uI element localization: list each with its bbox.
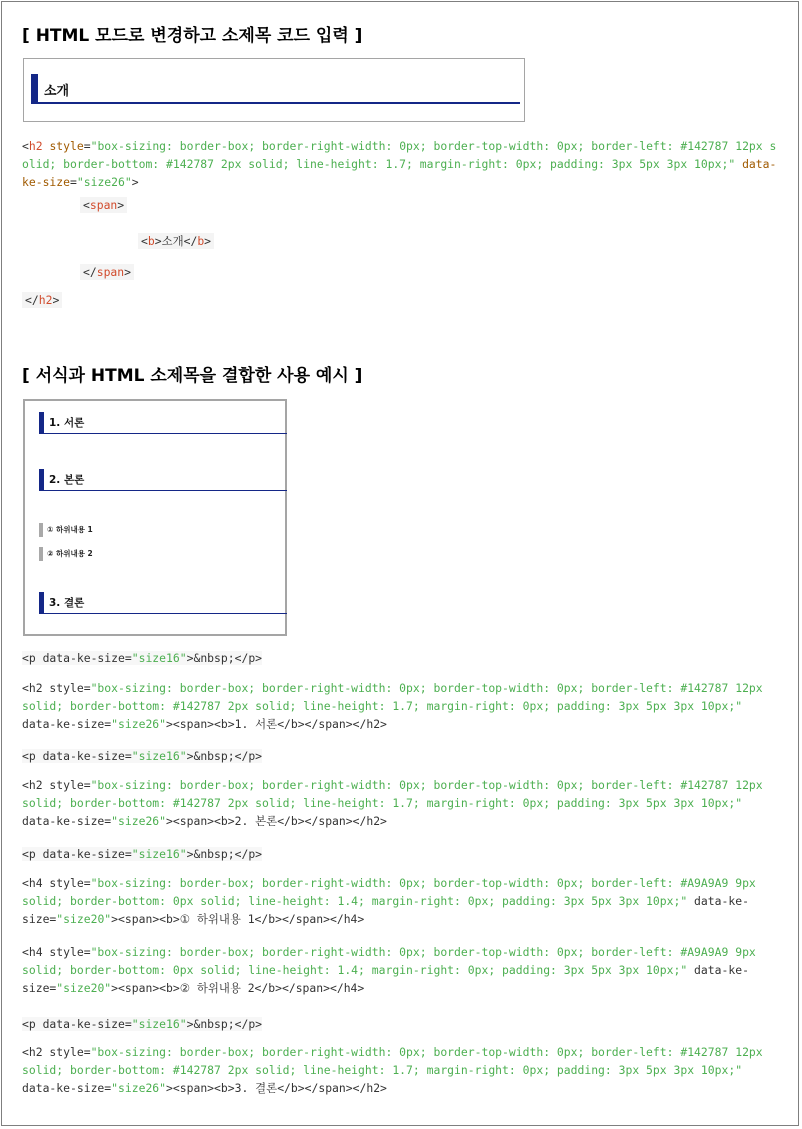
snippet-h4-sub2-style: "box-sizing: border-box; border-right-width: 0px; border-top-width: 0px; border-left: #A9A9A9 9px solid; border-bottom: 0px solid; line-height: 1.4; margin-right: 0px; padding: 3px 5px 3px 10px;" bbox=[22, 945, 756, 977]
snippet-p-1 bbox=[22, 649, 782, 667]
snippet-p-3-val: "size16" bbox=[131, 847, 187, 861]
snippet-p-3 bbox=[22, 845, 782, 863]
code-h2-close: </h2> bbox=[22, 293, 62, 307]
code-b-line: <b>소개</b> bbox=[138, 233, 214, 249]
snippet-h2-conclusion-style: "box-sizing: border-box; border-right-width: 0px; border-top-width: 0px; border-left: #142787 12px solid; border-bottom: #142787 2px solid; line-height: 1.7; margin-right: 0px; padding: 3px 5px 3px 10px;" bbox=[22, 1045, 763, 1077]
snippet-h4-sub2-size: "size20" bbox=[56, 981, 112, 995]
snippet-h2-intro-mid: data-ke-size= bbox=[22, 717, 112, 731]
snippet-h4-sub1-size: "size20" bbox=[56, 912, 112, 926]
snippet-h2-conclusion-post: ><span><b>3. 결론</b></span></h2> bbox=[166, 1081, 387, 1095]
preview-h2 bbox=[31, 74, 520, 104]
snippet-h2-intro-pre: <h2 style= bbox=[22, 681, 91, 695]
snippet-h2-conclusion-size: "size26" bbox=[111, 1081, 167, 1095]
snippet-h2-conclusion-mid: data-ke-size= bbox=[22, 1081, 112, 1095]
snippet-p-1-val: "size16" bbox=[131, 651, 187, 665]
snippet-p-4-pre: <p data-ke-size= bbox=[22, 1017, 132, 1031]
snippet-h4-sub1-style: "box-sizing: border-box; border-right-width: 0px; border-top-width: 0px; border-left: #A9A9A9 9px solid; border-bottom: 0px solid; line-height: 1.4; margin-right: 0px; padding: 3px 5px 3px 10px;" bbox=[22, 876, 756, 908]
preview-h4-sub2 bbox=[39, 547, 93, 561]
snippet-h4-sub2-pre: <h4 style= bbox=[22, 945, 91, 959]
snippet-h2-conclusion bbox=[22, 1043, 782, 1097]
snippet-p-3-post: >&nbsp;</p> bbox=[186, 847, 263, 861]
snippet-p-2 bbox=[22, 747, 782, 765]
snippet-h4-sub2 bbox=[22, 943, 782, 997]
code-b-close-tag: b bbox=[197, 234, 205, 248]
snippet-h4-sub1-pre: <h4 style= bbox=[22, 876, 91, 890]
snippet-p-4-post: >&nbsp;</p> bbox=[186, 1017, 263, 1031]
snippet-h4-sub1-mid: data-ke-size= bbox=[22, 894, 749, 926]
snippet-h4-sub2-post: ><span><b>② 하위내용 2</b></span></h4> bbox=[111, 981, 365, 995]
code-attr-style: style bbox=[49, 139, 84, 153]
code-attr-size: data-ke-size bbox=[22, 157, 777, 189]
snippet-h2-intro-style: "box-sizing: border-box; border-right-width: 0px; border-top-width: 0px; border-left: #142787 12px solid; border-bottom: #142787 2px solid; line-height: 1.7; margin-right: 0px; padding: 3px 5px 3px 10px;" bbox=[22, 681, 763, 713]
section-title-example: [ 서식과 HTML 소제목을 결합한 사용 예시 ] bbox=[22, 366, 363, 386]
code-h2-open: <h2 style="box-sizing: border-box; border-right-width: 0px; border-top-width: 0px; border-left: #142787 12px solid; border-bottom: #142787 2px solid; line-height: 1.7; margin-right: 0px; padding: 3px 5px 3px 10px;" data-ke-size="size26"> bbox=[22, 139, 777, 189]
code-span-close-tag: span bbox=[96, 265, 125, 279]
snippet-h2-intro-post: ><span><b>1. 서론</b></span></h2> bbox=[166, 717, 387, 731]
preview-h2-text: 소개 bbox=[44, 84, 70, 99]
snippet-p-1-post: >&nbsp;</p> bbox=[186, 651, 263, 665]
code-tag-name: h2 bbox=[28, 139, 43, 153]
snippet-p-4-val: "size16" bbox=[131, 1017, 187, 1031]
preview-h2-body-text: 2. 본론 bbox=[49, 474, 85, 486]
snippet-p-3-pre: <p data-ke-size= bbox=[22, 847, 132, 861]
snippet-h2-intro-size: "size26" bbox=[111, 717, 167, 731]
preview-h4-sub2-text: ② 하위내용 2 bbox=[47, 549, 93, 558]
preview-h2-conclusion-text: 3. 결론 bbox=[49, 597, 85, 609]
code-style-value: "box-sizing: border-box; border-right-width: 0px; border-top-width: 0px; border-left: #142787 12px solid; border-bottom: #142787 2px solid; line-height: 1.7; margin-right: 0px; padding: 3px 5px 3px 10px;" bbox=[22, 139, 777, 171]
preview-h2-conclusion bbox=[39, 592, 287, 614]
preview-h2-intro bbox=[39, 412, 287, 434]
snippet-h4-sub2-mid: data-ke-size= bbox=[22, 963, 749, 995]
snippet-h2-conclusion-pre: <h2 style= bbox=[22, 1045, 91, 1059]
preview-h4-sub1 bbox=[39, 523, 93, 537]
snippet-p-2-pre: <p data-ke-size= bbox=[22, 749, 132, 763]
code-b-text: 소개 bbox=[161, 234, 184, 248]
snippet-h2-body bbox=[22, 776, 782, 830]
snippet-p-1-pre: <p data-ke-size= bbox=[22, 651, 132, 665]
example-preview bbox=[23, 399, 287, 636]
snippet-h2-body-mid: data-ke-size= bbox=[22, 814, 112, 828]
snippet-h2-body-style: "box-sizing: border-box; border-right-width: 0px; border-top-width: 0px; border-left: #142787 12px solid; border-bottom: #142787 2px solid; line-height: 1.7; margin-right: 0px; padding: 3px 5px 3px 10px;" bbox=[22, 778, 763, 810]
code-b-tag: b bbox=[147, 234, 155, 248]
snippet-p-4 bbox=[22, 1015, 782, 1033]
snippet-h2-body-pre: <h2 style= bbox=[22, 778, 91, 792]
code-size-value: "size26" bbox=[76, 175, 132, 189]
snippet-p-2-post: >&nbsp;</p> bbox=[186, 749, 263, 763]
snippet-h2-body-size: "size26" bbox=[111, 814, 167, 828]
snippet-p-2-val: "size16" bbox=[131, 749, 187, 763]
heading-preview bbox=[23, 58, 525, 122]
code-span-open: <span> bbox=[80, 198, 127, 212]
preview-h2-body bbox=[39, 469, 287, 491]
code-span-tag: span bbox=[89, 198, 118, 212]
snippet-h2-intro bbox=[22, 679, 782, 733]
code-h2-close-tag: h2 bbox=[38, 293, 53, 307]
document-frame bbox=[1, 1, 799, 1126]
section-title-html-mode: [ HTML 모드로 변경하고 소제목 코드 입력 ] bbox=[22, 26, 363, 46]
code-span-close: </span> bbox=[80, 265, 134, 279]
snippet-h2-body-post: ><span><b>2. 본론</b></span></h2> bbox=[166, 814, 387, 828]
preview-h4-sub1-text: ① 하위내용 1 bbox=[47, 525, 93, 534]
snippet-h4-sub1 bbox=[22, 874, 782, 928]
preview-h2-intro-text: 1. 서론 bbox=[49, 417, 85, 429]
snippet-h4-sub1-post: ><span><b>① 하위내용 1</b></span></h4> bbox=[111, 912, 365, 926]
